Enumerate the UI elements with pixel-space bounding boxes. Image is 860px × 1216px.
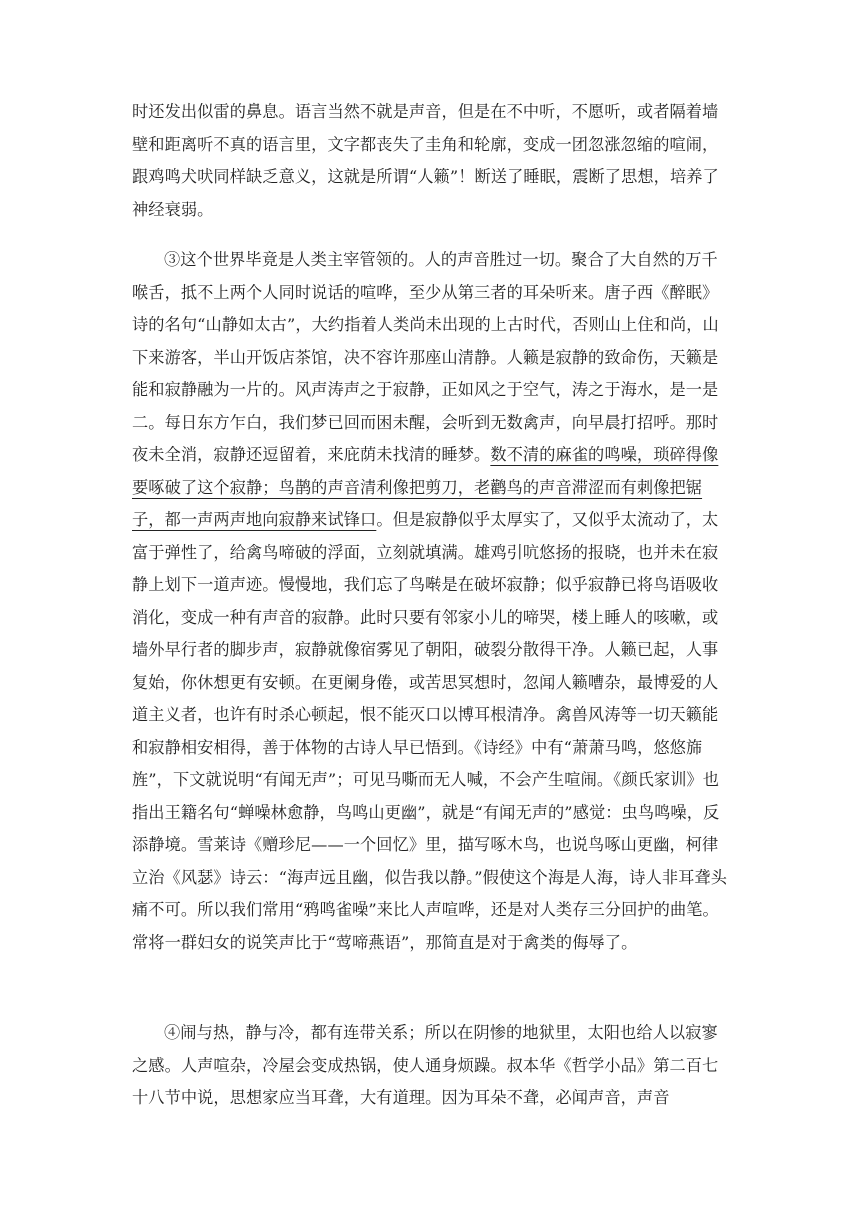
- paragraph-3-after-underline: 。但是寂静似乎太厚实了，又似乎太流动了，太富于弹性了，给禽鸟啼破的浮面，立刻就填满。雄鸡引吭悠扬的报晓，也并未在寂静上划下一道声迹。慢慢地，我们忘了鸟啭是在破坏寂静；似乎寂静已将鸟语吸收消化，变成一种有声音的寂静。此时只要有邻家小儿的啼哭，楼上睡人的咳嗽，或墙外早行者的脚步声，寂静就像宿雾见了朝阳，破裂分散得干净。人籁已起，人事复始，你休想更有安顿。在更阑身倦，或苦思冥想时，忽闻人籁嘈杂，最博爱的人道主义者，也许有时杀心顿起，恨不能灭口以博耳根清净。禽兽风涛等一切天籁能和寂静相安相得，善于体物的古诗人早已悟到。《诗经》中有“萧萧马鸣，悠悠旆旌”，下文就说明“有闻无声”；可见马嘶而无人喊，不会产生喧闹。《颜氏家训》也指出王籍名句“蝉噪林愈静，鸟鸣山更幽”，就是“有闻无声的”感觉：虫鸟鸣噪，反添静境。雪莱诗《赠珍尼——一个回忆》里，描写啄木鸟，也说鸟啄山更幽，柯律立治《风瑟》诗云：“海声远且幽，似告我以静。”假使这个海是人海，诗人非耳聋头痛不可。所以我们常用“鸦鸣雀噪”来比人声喧哗，还是对人类存三分回护的曲笔。常将一群妇女的说笑声比于“莺啼燕语”，那简直是对于禽类的侮辱了。: [132, 510, 727, 952]
- paragraph-4-text: ④闹与热，静与冷，都有连带关系；所以在阴惨的地狱里，太阳也给人以寂寥之感。人声喧杂，冷屋会变成热锅，使人通身烦躁。叔本华《哲学小品》第二百七十八节中说，思想家应当耳聋，大有道理。因为耳朵不聋，必闻声音，声音: [132, 1023, 719, 1107]
- paragraph-3-text: [132, 244, 730, 959]
- paragraph-1-text: 时还发出似雷的鼻息。语言当然不就是声音，但是在不中听，不愿听，或者隔着墙壁和距离听不真的语言里，文字都丧失了圭角和轮廓，变成一团忽涨忽缩的喧闹，跟鸡鸣犬吠同样缺乏意义，这就是所谓“人籁”！断送了睡眠，震断了思想，培养了神经衰弱。: [132, 102, 719, 219]
- paragraph-3: [132, 244, 730, 959]
- underlined-passage: 数不清的麻雀的鸣噪，琐碎得像要啄破了这个寂静；鸟鹊的声音清利像把剪刀，老鹳鸟的声音滞涩而有刺像把锯子，都一声两声地向寂静来试锋口: [132, 445, 719, 529]
- paragraph-continuation: [132, 96, 730, 226]
- paragraph-3-before-underline: ③这个世界毕竟是人类主宰管领的。人的声音胜过一切。聚合了大自然的万千喉舌，抵不上两个人同时说话的喧哗，至少从第三者的耳朵听来。唐子西《醉眠》诗的名句“山静如太古”，大约指着人类尚未出现的上古时代，否则山上住和尚，山下来游客，半山开饭店茶馆，决不容许那座山清静。人籁是寂静的致命伤，天籁是能和寂静融为一片的。风声涛声之于寂静，正如风之于空气，涛之于海水，是一是二。每日东方乍白，我们梦已回而困未醒，会听到无数禽声，向早晨打招呼。那时夜未全消，寂静还逗留着，来庇荫未找清的睡梦。: [132, 250, 719, 464]
- paragraph-4: [132, 1017, 730, 1115]
